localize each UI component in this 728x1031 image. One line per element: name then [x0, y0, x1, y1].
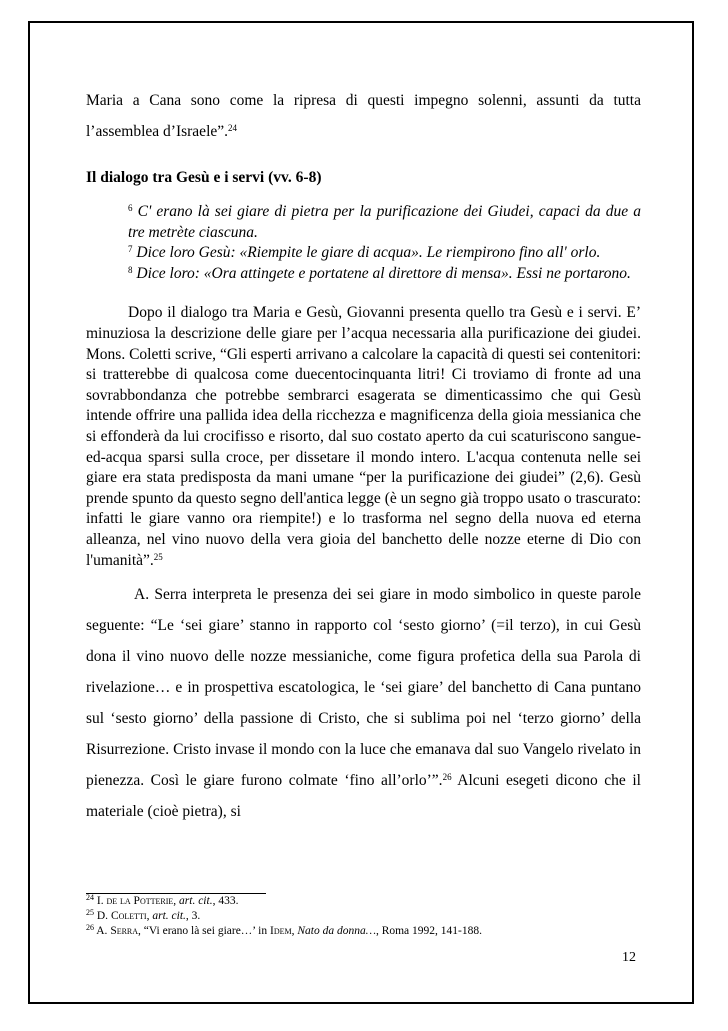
footnotes: [86, 893, 641, 939]
verse-7: $^7$ Dice loro Gesù: «Riempite le giare di acqua». Le riempirono fino all' orlo.: [128, 244, 601, 262]
footnote-26: $^{26}$ A. Serra, “Vi erano là sei giare…’ in Idem, Nato da donna…, Roma 1992, 141-188.: [86, 923, 482, 937]
verse-6: $^6$ C' erano là sei giare di pietra per la purificazione dei Giudei, capaci da due a tre metrète ciascuna.: [128, 203, 641, 241]
page-body: [86, 85, 641, 827]
paragraph-intro: Maria a Cana sono come la ripresa di questi impegno solenni, assunti da tutta l’assemblea d’Israele”.$^{24}$: [86, 92, 641, 140]
paragraph-dialogue: Dopo il dialogo tra Maria e Gesù, Giovanni presenta quello tra Gesù e i servi. E’ minuziosa la descrizione delle giare per l’acqua necessaria alla purificazione dei giudei. Mons. Coletti scrive, “Gli esperti arrivano a calcolare la capacità di questi sei contenitori: si tratterebbe di qualcosa come duecentocinquanta litri! Ci troviamo di fronte ad una sovrabbondanza che potrebbe sembrarci esagerata se dimenticassimo che qui Gesù intende offrire una pallida idea della ricchezza e magnificenza della gioia messianica che si effonderà da lui crocifisso e risorto, dal suo costato aperto da cui scaturiscono sangue-ed-acqua sparsi sulla croce, per dissetare il mondo intero. L'acqua contenuta nelle sei giare era stata predisposta da mani umane “per la purificazione dei giudei” (2,6). Gesù prende spunto da questo segno dell'antica legge (è un segno già troppo usato o trascurato: infatti le giare vanno ora riempite!) e lo trasforma nel segno della nuova ed eterna alleanza, nel vino nuovo della vera gioia del banchetto delle nozze eterne di Dio con l'umanità”.$^{25}$: [86, 304, 641, 569]
footnote-ref: 24: [228, 123, 238, 133]
verse-8: $^8$ Dice loro: «Ora attingete e portatene al direttore di mensa». Essi ne portarono.: [128, 264, 631, 282]
scripture-quote: [86, 202, 641, 284]
footnote-ref: 26: [442, 772, 452, 783]
footnote-24: $^{24}$ I. de la Potterie, art. cit., 433.: [86, 893, 239, 907]
page-number: 12: [622, 950, 636, 965]
footnote-ref: 25: [153, 551, 163, 562]
footnote-25: $^{25}$ D. Coletti, art. cit., 3.: [86, 908, 201, 922]
section-heading: Il dialogo tra Gesù e i servi (vv. 6-8): [86, 169, 322, 186]
paragraph-serra: A. Serra interpreta le presenza dei sei giare in modo simbolico in queste parole seguente: “Le ‘sei giare’ stanno in rapporto col ‘sesto giorno’ (=il terzo), in cui Gesù dona il vino nuovo delle nozze messianiche, come figura profetica della sua Parola di rivelazione… e in prospettiva escatologica, le ‘sei giare’ del banchetto di Cana puntano sul ‘sesto giorno’ della passione di Cristo, che si sublima poi nel ‘terzo giorno’ della Risurrezione. Cristo invase il mondo con la luce che emanava dal suo Vangelo rivelato in pienezza. Così le giare furono colmate ‘fino all’orlo’”.$^{26}$ Alcuni esegeti dicono che il materiale (cioè pietra), si: [86, 586, 641, 821]
